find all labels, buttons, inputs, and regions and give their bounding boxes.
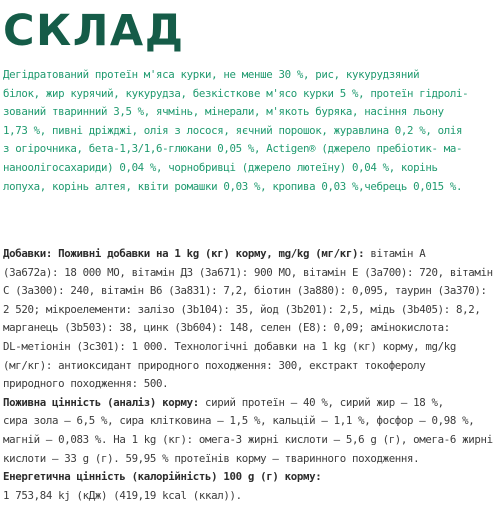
energy-heading-line (3, 468, 499, 487)
nutrition-first-line (3, 394, 499, 413)
additives-first-line (3, 245, 499, 264)
additives-line: марганець (3b503): 38, цинк (3b604): 148, селен (E8): 0,09; амінокислота: (3, 321, 450, 335)
nutrition-heading: Поживна цінність (аналіз) корму: (3, 395, 199, 409)
additives-line: С (3а300): 240, вітамін В6 (3а831): 7,2, біотин (3а880): 0,095, таурин (3а370): (3, 284, 487, 298)
nutrition-line: кислоти – 33 g (г). 59,95 % протеїнів корму – тваринного походження. (3, 451, 420, 465)
energy-heading: Енергетична цінність (калорійність) 100 g (г) корму: (3, 470, 322, 484)
nutrition-line: сира зола – 6,5 %, сира клітковина – 1,5 %, кальцій – 1,1 %, фосфор – 0,98 %, (3, 414, 475, 428)
composition-line: білок, жир курячий, кукурудза, безкісткове м'ясо курки 5 %, протеїн гідролі- (3, 86, 469, 100)
additives-line: природного походження: 500. (3, 377, 169, 391)
additives-line: (3а672а): 18 000 МО, вітамін Д3 (3а671): 900 МО, вітамін Е (3а700): 720, вітамін (3, 265, 493, 279)
nutrition-text: сирий протеїн – 40 %, сирий жир – 18 %, (198, 395, 444, 409)
composition-line: Дегідратований протеїн м'яса курки, не менше 30 %, рис, кукурудзяний (3, 68, 420, 81)
additives-line: (мг/кг): антиоксидант природного походження: 300, екстракт токоферолу (3, 358, 426, 372)
additives-heading: Добавки: Поживні добавки на 1 kg (кг) корму, mg/kg (мг/кг): (3, 247, 365, 260)
energy-value: 1 753,84 kj (кДж) (419,19 kcal (ккал)). (3, 488, 242, 502)
page-title: СКЛАД (3, 6, 185, 56)
additives-text: вітамін А (364, 247, 426, 260)
additives-line: 2 520; мікроелементи: залізо (3b104): 35, йод (3b201): 2,5, мідь (3b405): 8,2, (3, 302, 481, 316)
composition-paragraph (3, 66, 499, 196)
composition-line: з огірочника, бета-1,3/1,6-глюкани 0,05 %, Actigen® (джерело пребіотик- ма- (3, 142, 463, 156)
additives-line: DL-метіонін (3с301): 1 000. Технологічні добавки на 1 kg (кг) корму, mg/kg (3, 339, 457, 353)
nutrition-info-block (3, 245, 499, 505)
composition-line: наноолігосахариди) 0,04 %, чорнобривці (джерело лютеїну) 0,04 %, корінь (3, 160, 438, 174)
composition-line: 1,73 %, пивні дріжджі, олія з лосося, яєчний порошок, журавлина 0,2 %, олія (3, 123, 463, 137)
composition-line: лопуха, корінь алтея, квіти ромашки 0,03 %, кропива 0,03 %,чебрець 0,015 %. (3, 179, 463, 193)
composition-line: зований тваринний 3,5 %, ячмінь, мінерали, м'якоть буряка, насіння льону (3, 105, 444, 119)
nutrition-line: магній – 0,083 %. На 1 kg (кг): омега-3 жирні кислоти – 5,6 g (г), омега-6 жирні (3, 432, 493, 446)
